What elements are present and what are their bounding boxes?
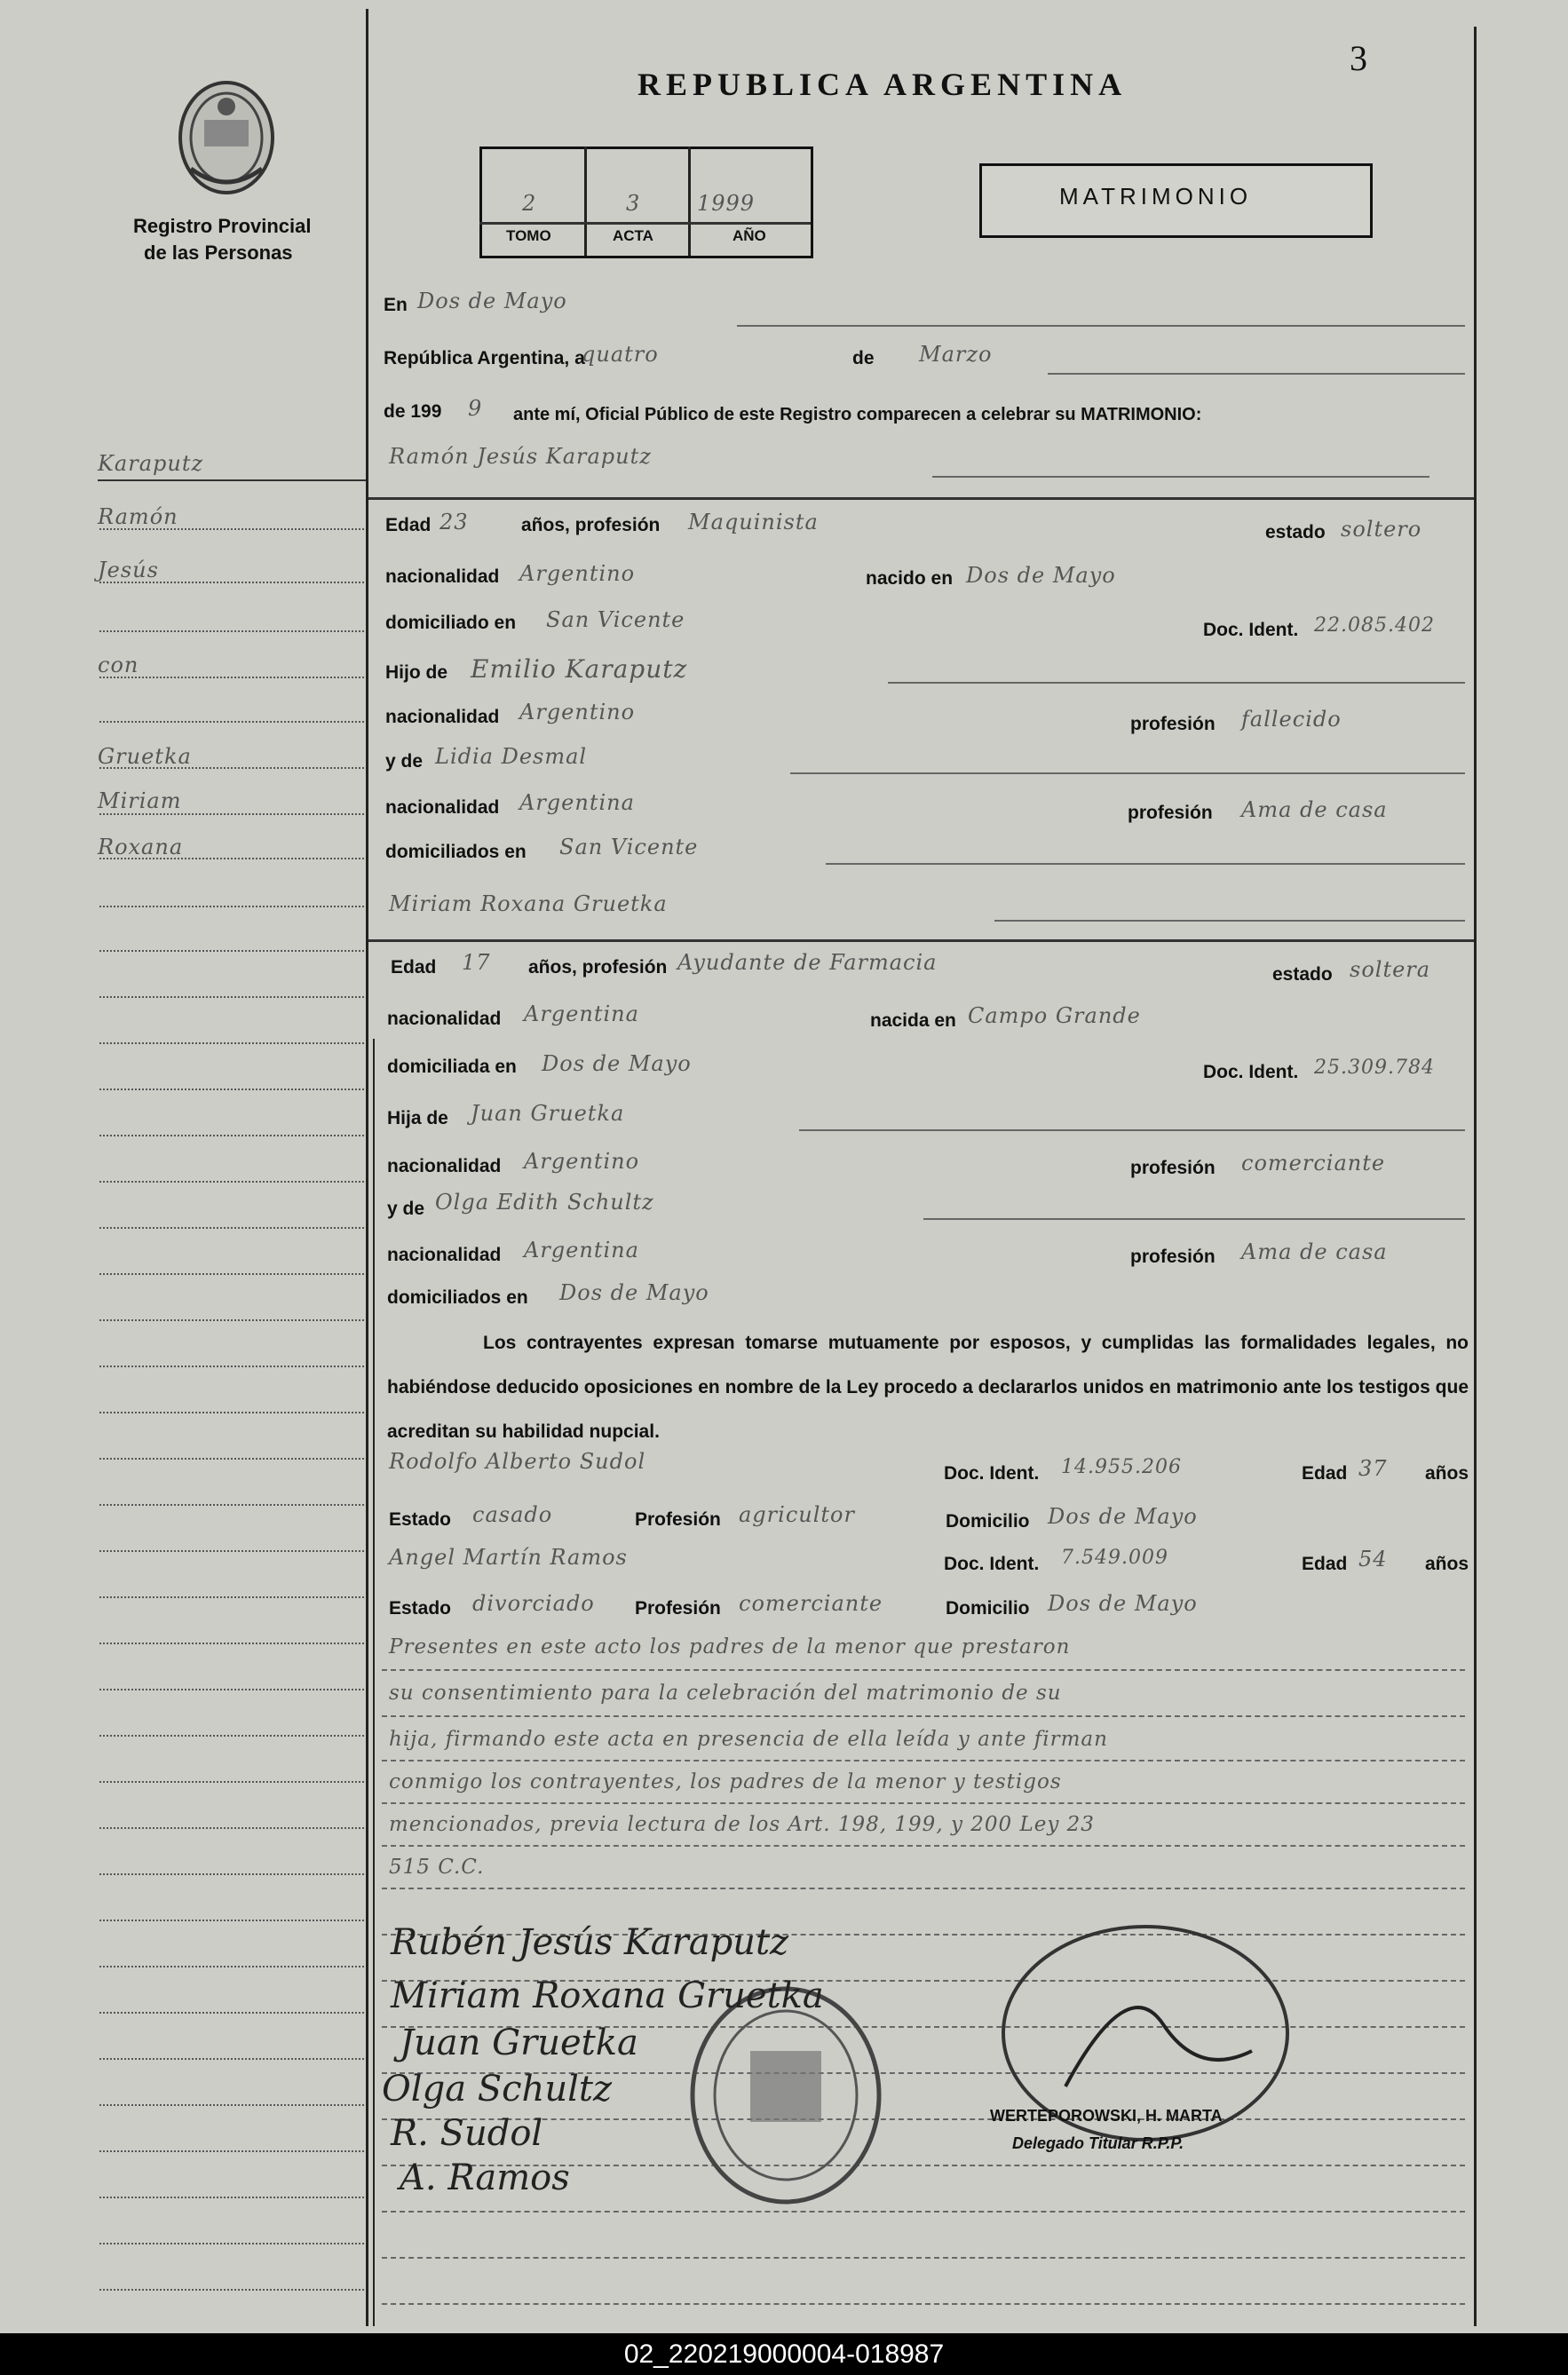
bride-parents-dom: Dos de Mayo <box>559 1280 709 1305</box>
witness2-doc-value: 7.549.009 <box>1061 1547 1168 1569</box>
bride-edad-value: 17 <box>462 950 491 975</box>
fill-line <box>737 325 1465 327</box>
bride-section-rule <box>368 939 1474 942</box>
ruled-line <box>382 2211 1465 2213</box>
groom-mother-nac: Argentina <box>519 790 635 815</box>
bride-domados-label: domiciliados en <box>387 1287 528 1308</box>
margin-dotted-line <box>99 2058 364 2060</box>
ruled-line <box>382 1715 1465 1717</box>
groom-nac-value: Argentino <box>519 561 636 586</box>
bride-father-nac-label: nacionalidad <box>387 1156 502 1176</box>
record-box-divider-1 <box>584 146 587 256</box>
witness1-dom-label: Domicilio <box>946 1511 1030 1532</box>
fill-line <box>799 1129 1465 1131</box>
witness2-edad-label: Edad <box>1302 1554 1348 1574</box>
margin-dotted-line <box>99 2104 364 2106</box>
groom-section-rule <box>368 497 1474 500</box>
note-line-6: 515 C.C. <box>389 1856 485 1879</box>
margin-dotted-line <box>99 2150 364 2152</box>
groom-mother-name: Lidia Desmal <box>435 744 588 769</box>
ruled-line <box>382 2303 1465 2305</box>
witness1-doc-value: 14.955.206 <box>1061 1456 1182 1478</box>
bride-father-prof: comerciante <box>1241 1151 1386 1176</box>
left-border-line <box>366 9 368 2326</box>
margin-dotted-line <box>99 1089 364 1090</box>
official-title: Delegado Titular R.P.P. <box>1012 2134 1184 2152</box>
signature-groom: Rubén Jesús Karaputz <box>391 1922 789 1963</box>
registry-line-1: Registro Provincial <box>133 215 312 237</box>
witness1-edad-value: 37 <box>1358 1456 1388 1481</box>
en-value: Dos de Mayo <box>417 289 567 313</box>
margin-name-3: Jesús <box>98 558 159 582</box>
bride-mother-prof: Ama de casa <box>1241 1239 1388 1264</box>
bride-mother-prof-label: profesión <box>1130 1247 1216 1267</box>
year-value: 9 <box>468 396 483 421</box>
bride-nac-value: Argentina <box>524 1001 639 1026</box>
margin-dotted-line <box>99 677 364 678</box>
margin-dotted-line <box>99 1181 364 1183</box>
rep-label: República Argentina, a <box>384 348 585 368</box>
declaration-text: Los contrayentes expresan tomarse mutuamente por esposos, y cumplidas las formalidades legales, no habiéndose deducido oposiciones en nombre de la Ley procedo a declararlos unidos en matrimonio ante los testigos que acreditan su habilidad nupcial. <box>387 1333 1469 1442</box>
groom-doc-value: 22.085.402 <box>1314 614 1435 637</box>
signature-bride: Miriam Roxana Gruetka <box>391 1975 824 2016</box>
groom-father-prof: fallecido <box>1241 707 1342 732</box>
margin-dotted-line <box>99 950 364 952</box>
witness1-name: Rodolfo Alberto Sudol <box>389 1449 646 1474</box>
witness1-estado-label: Estado <box>389 1509 452 1530</box>
intro-rest: ante mí, Oficial Público de este Registro comparecen a celebrar su MATRIMONIO: <box>513 405 1202 424</box>
note-line-2: su consentimiento para la celebración del matrimonio de su <box>389 1682 1062 1705</box>
fill-line <box>826 863 1465 865</box>
groom-nacido-value: Dos de Mayo <box>966 563 1116 588</box>
witness2-prof-label: Profesión <box>635 1598 721 1619</box>
groom-mother-prof: Ama de casa <box>1241 797 1388 822</box>
witness1-edad-label: Edad <box>1302 1463 1348 1484</box>
groom-estado-value: soltero <box>1341 517 1422 542</box>
margin-dotted-line <box>99 721 364 723</box>
witness1-anos-label: años <box>1425 1463 1469 1484</box>
groom-dom-label: domiciliado en <box>385 613 517 633</box>
groom-parents-dom: San Vicente <box>559 835 699 859</box>
margin-dotted-line <box>99 528 364 530</box>
margin-dotted-line <box>99 996 364 998</box>
witness2-estado-label: Estado <box>389 1598 452 1619</box>
groom-anos-label: años, profesión <box>521 515 661 535</box>
witness1-estado-value: casado <box>472 1502 553 1527</box>
bride-doc-value: 25.309.784 <box>1314 1057 1435 1079</box>
groom-yde-label: y de <box>385 751 424 772</box>
margin-dotted-line <box>99 1827 364 1829</box>
ruled-line <box>382 1845 1465 1847</box>
margin-dotted-line <box>99 2197 364 2198</box>
groom-edad-label: Edad <box>385 515 432 535</box>
witness1-prof-label: Profesión <box>635 1509 721 1530</box>
margin-dotted-line <box>99 630 364 632</box>
record-box-hline <box>479 222 811 225</box>
margin-rule <box>98 479 366 481</box>
note-line-5: mencionados, previa lectura de los Art. 198, 199, y 200 Ley 23 <box>389 1813 1095 1836</box>
margin-dotted-line <box>99 1366 364 1367</box>
inner-left-line <box>373 1039 375 2326</box>
fill-line <box>1048 373 1465 375</box>
witness2-name: Angel Martín Ramos <box>389 1545 628 1570</box>
groom-father-nac-label: nacionalidad <box>385 707 500 727</box>
bride-father-nac: Argentino <box>524 1149 640 1174</box>
groom-nac-label: nacionalidad <box>385 566 500 587</box>
margin-dotted-line <box>99 1227 364 1229</box>
note-line-3: hija, firmando este acta en presencia de ella leída y ante firman <box>389 1728 1108 1751</box>
margin-dotted-line <box>99 1966 364 1967</box>
groom-hijo-label: Hijo de <box>385 662 448 683</box>
margin-dotted-line <box>99 2289 364 2291</box>
bride-mother-nac-label: nacionalidad <box>387 1245 502 1265</box>
acta-value: 3 <box>626 191 641 216</box>
official-name: WERTEPOROWSKI, H. MARTA <box>990 2107 1223 2125</box>
ruled-line <box>382 2257 1465 2259</box>
note-line-4: conmigo los contrayentes, los padres de la menor y testigos <box>389 1770 1062 1793</box>
signature-witness-2: A. Ramos <box>400 2157 570 2198</box>
bride-father-name: Juan Gruetka <box>471 1101 625 1126</box>
year-prefix: de 199 <box>384 401 442 422</box>
groom-domados-label: domiciliados en <box>385 842 527 862</box>
witness2-estado-value: divorciado <box>472 1591 595 1616</box>
margin-dotted-line <box>99 1504 364 1506</box>
witness2-dom-value: Dos de Mayo <box>1048 1591 1198 1616</box>
day-value: quatro <box>582 342 659 367</box>
groom-estado-label: estado <box>1265 522 1326 542</box>
groom-father-prof-label: profesión <box>1130 714 1216 734</box>
fill-line <box>923 1218 1465 1220</box>
ruled-line <box>382 1669 1465 1671</box>
margin-dotted-line <box>99 1781 364 1783</box>
margin-name-5: Gruetka <box>98 744 192 769</box>
witness1-dom-value: Dos de Mayo <box>1048 1504 1198 1529</box>
groom-mother-nac-label: nacionalidad <box>385 797 500 818</box>
margin-name-1: Karaputz <box>98 451 204 476</box>
right-border-line <box>1474 27 1477 2326</box>
margin-dotted-line <box>99 1412 364 1413</box>
ruled-line <box>382 2118 1465 2120</box>
bride-anos-label: años, profesión <box>528 957 668 978</box>
margin-dotted-line <box>99 1273 364 1275</box>
fill-line <box>888 682 1465 684</box>
bride-nacida-label: nacida en <box>870 1010 956 1031</box>
ruled-line <box>382 1888 1465 1889</box>
record-type: MATRIMONIO <box>1059 183 1253 210</box>
witness2-doc-label: Doc. Ident. <box>944 1554 1040 1574</box>
margin-name-6: Miriam <box>98 788 182 813</box>
witness2-edad-value: 54 <box>1358 1547 1388 1571</box>
groom-profesion: Maquinista <box>688 510 819 534</box>
bride-profesion: Ayudante de Farmacia <box>677 950 938 975</box>
margin-dotted-line <box>99 1643 364 1644</box>
crest-icon <box>169 71 284 204</box>
bride-estado-label: estado <box>1272 964 1333 985</box>
margin-dotted-line <box>99 2012 364 2014</box>
bride-mother-name: Olga Edith Schultz <box>435 1190 654 1215</box>
acta-label: ACTA <box>613 227 653 244</box>
fill-line <box>932 476 1429 478</box>
margin-dotted-line <box>99 1873 364 1875</box>
tomo-label: TOMO <box>506 227 551 244</box>
image-id-footer: 02_220219000004-018987 <box>0 2333 1568 2375</box>
groom-father-nac: Argentino <box>519 700 636 724</box>
margin-dotted-line <box>99 1319 364 1321</box>
bride-edad-label: Edad <box>391 957 437 978</box>
country-title: REPUBLICA ARGENTINA <box>637 67 1128 102</box>
margin-dotted-line <box>99 1689 364 1690</box>
en-label: En <box>384 295 408 315</box>
signature-witness-1: R. Sudol <box>391 2113 543 2154</box>
margin-dotted-line <box>99 582 364 583</box>
margin-dotted-line <box>99 1458 364 1460</box>
month-de-label: de <box>852 348 875 368</box>
groom-edad-value: 23 <box>440 510 469 534</box>
ruled-line <box>382 1760 1465 1761</box>
margin-dotted-line <box>99 858 364 859</box>
anio-value: 1999 <box>697 191 756 216</box>
margin-dotted-line <box>99 1550 364 1552</box>
margin-name-4: con <box>98 653 139 677</box>
fill-line <box>994 920 1465 922</box>
record-box-divider-2 <box>688 146 691 256</box>
margin-name-2: Ramón <box>98 504 178 529</box>
bride-nacida-value: Campo Grande <box>968 1003 1141 1028</box>
month-value: Marzo <box>919 342 993 367</box>
witness2-dom-label: Domicilio <box>946 1598 1030 1619</box>
signature-bride-father: Juan Gruetka <box>400 2023 638 2063</box>
margin-dotted-line <box>99 1042 364 1044</box>
groom-dom-value: San Vicente <box>546 607 685 632</box>
margin-dotted-line <box>99 1596 364 1598</box>
margin-dotted-line <box>99 906 364 907</box>
witness2-anos-label: años <box>1425 1554 1469 1574</box>
bride-yde-label: y de <box>387 1199 425 1219</box>
witness2-prof-value: comerciante <box>739 1591 883 1616</box>
ruled-line <box>382 1802 1465 1804</box>
margin-name-7: Roxana <box>98 835 184 859</box>
signature-bride-mother: Olga Schultz <box>382 2069 613 2110</box>
witness1-doc-label: Doc. Ident. <box>944 1463 1040 1484</box>
anio-label: AÑO <box>733 227 766 244</box>
fill-line <box>790 772 1465 774</box>
margin-dotted-line <box>99 2243 364 2244</box>
note-line-1: Presentes en este acto los padres de la menor que prestaron <box>389 1635 1071 1659</box>
bride-doc-label: Doc. Ident. <box>1203 1062 1299 1082</box>
tomo-value: 2 <box>522 191 537 216</box>
bride-hija-label: Hija de <box>387 1108 448 1128</box>
bride-mother-nac: Argentina <box>524 1238 639 1263</box>
bride-estado-value: soltera <box>1350 957 1431 982</box>
groom-doc-label: Doc. Ident. <box>1203 620 1299 640</box>
bride-dom-value: Dos de Mayo <box>542 1051 692 1076</box>
witness1-prof-value: agricultor <box>739 1502 855 1527</box>
bride-full-name: Miriam Roxana Gruetka <box>389 891 668 916</box>
bride-nac-label: nacionalidad <box>387 1009 502 1029</box>
groom-mother-prof-label: profesión <box>1128 803 1213 823</box>
groom-father-name: Emilio Karaputz <box>471 654 688 684</box>
groom-full-name: Ramón Jesús Karaputz <box>389 444 652 469</box>
margin-dotted-line <box>99 813 364 815</box>
page-number: 3 <box>1350 38 1367 78</box>
margin-dotted-line <box>99 767 364 769</box>
groom-nacido-label: nacido en <box>866 568 954 589</box>
registry-line-2: de las Personas <box>144 241 293 264</box>
bride-dom-label: domiciliada en <box>387 1057 517 1077</box>
margin-dotted-line <box>99 1920 364 1921</box>
bride-father-prof-label: profesión <box>1130 1158 1216 1178</box>
margin-dotted-line <box>99 1735 364 1737</box>
margin-dotted-line <box>99 1135 364 1136</box>
